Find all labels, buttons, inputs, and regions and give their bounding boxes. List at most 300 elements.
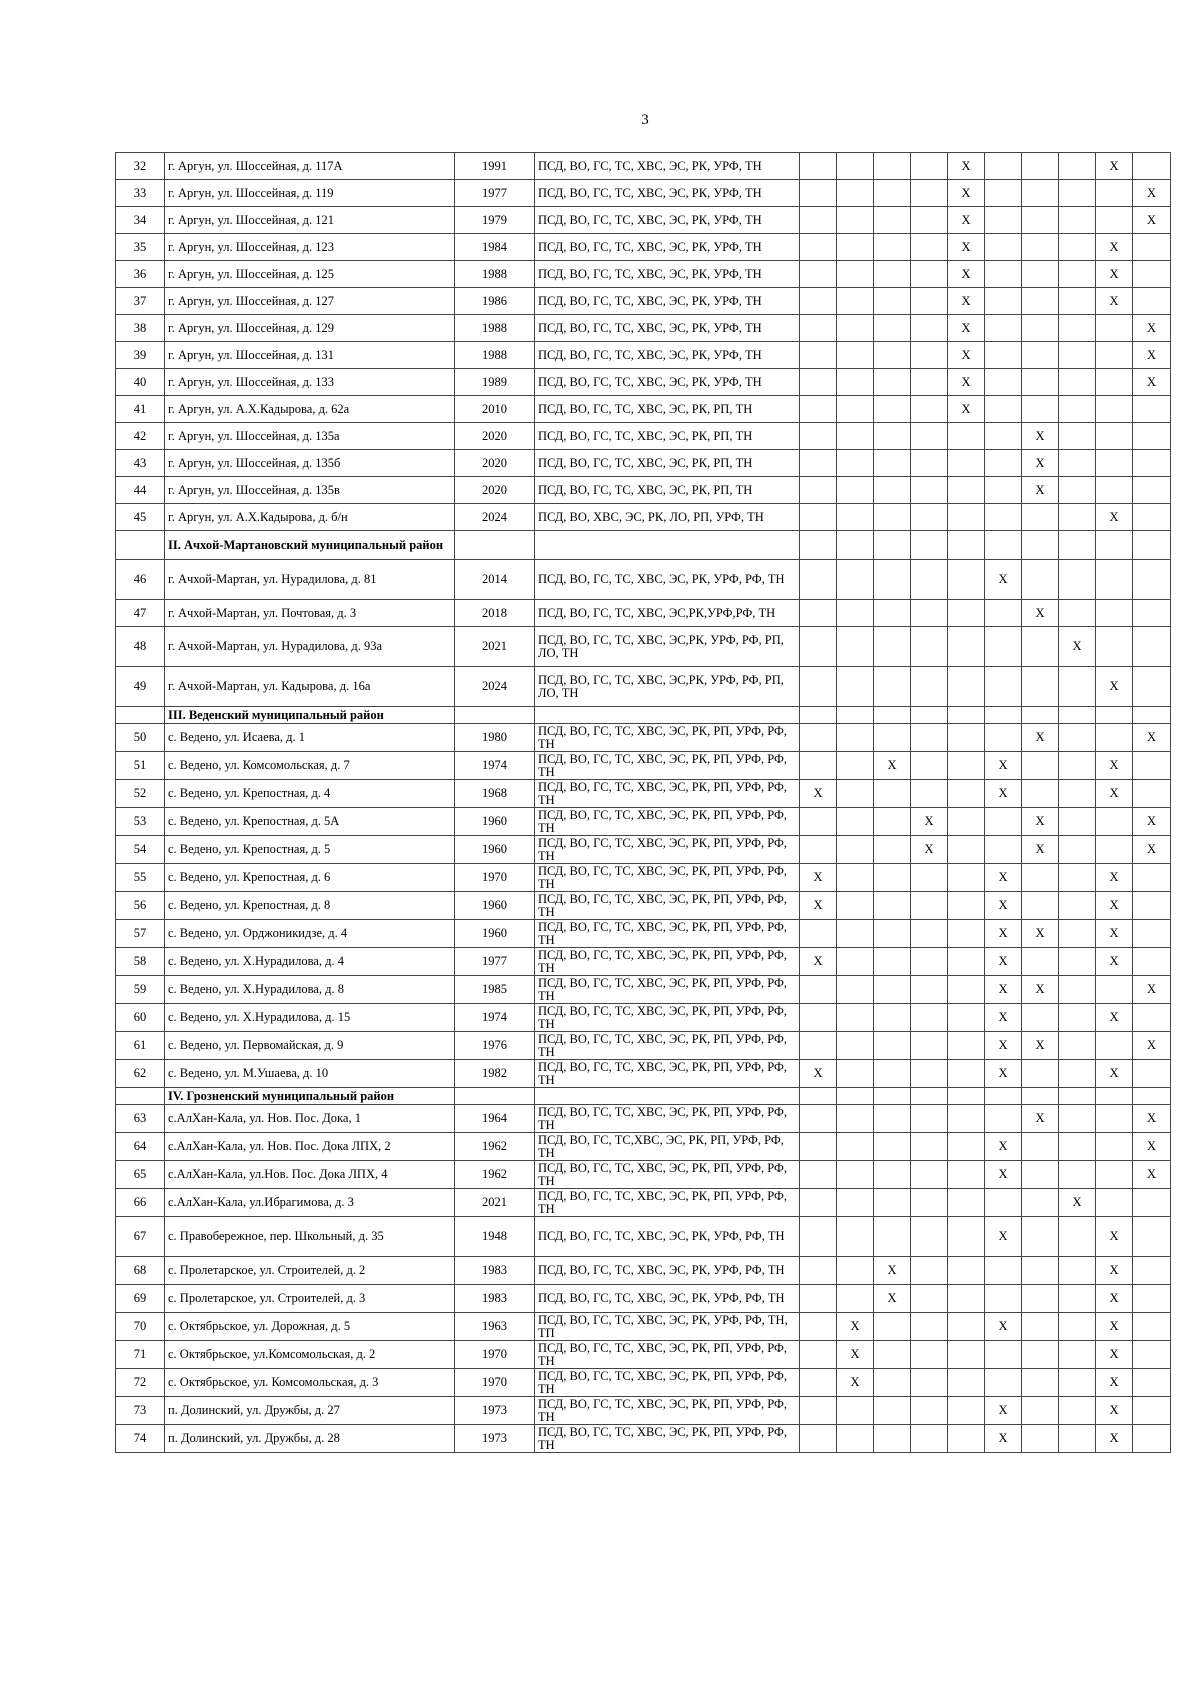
mark-cell: X <box>1059 627 1096 667</box>
mark-cell <box>1059 288 1096 315</box>
row-number: 63 <box>116 1105 165 1133</box>
mark-cell <box>1022 667 1059 707</box>
section-empty-cell <box>800 1088 837 1105</box>
section-empty-cell <box>1096 1088 1133 1105</box>
mark-cell <box>800 396 837 423</box>
housing-registry-table <box>115 152 1171 1453</box>
address-cell: п. Долинский, ул. Дружбы, д. 27 <box>165 1397 455 1425</box>
systems-cell: ПСД, ВО, ГС, ТС, ХВС, ЭС, РК, УРФ, РФ, ТН, ТП <box>535 1313 800 1341</box>
year-cell: 1968 <box>455 780 535 808</box>
section-empty-cell <box>1059 1088 1096 1105</box>
mark-cell <box>800 234 837 261</box>
mark-cell <box>985 1189 1022 1217</box>
systems-cell: ПСД, ВО, ГС, ТС, ХВС, ЭС, РК, РП, УРФ, РФ, ТН <box>535 1004 800 1032</box>
section-empty-cell <box>948 1088 985 1105</box>
mark-cell <box>911 976 948 1004</box>
mark-cell <box>837 560 874 600</box>
mark-cell <box>837 261 874 288</box>
row-number: 42 <box>116 423 165 450</box>
mark-cell <box>1096 342 1133 369</box>
year-cell: 1983 <box>455 1285 535 1313</box>
row-number: 38 <box>116 315 165 342</box>
mark-cell: X <box>985 976 1022 1004</box>
mark-cell <box>874 315 911 342</box>
mark-cell: X <box>985 892 1022 920</box>
systems-cell: ПСД, ВО, ГС, ТС, ХВС, ЭС, РК, УРФ, РФ, ТН <box>535 1285 800 1313</box>
address-cell: с. Ведено, ул. М.Ушаева, д. 10 <box>165 1060 455 1088</box>
mark-cell <box>800 1004 837 1032</box>
systems-cell: ПСД, ВО, ГС, ТС, ХВС, ЭС, РК, РП, УРФ, РФ, ТН <box>535 864 800 892</box>
mark-cell: X <box>1133 180 1171 207</box>
mark-cell: X <box>1096 892 1133 920</box>
year-cell: 2024 <box>455 504 535 531</box>
year-cell: 1960 <box>455 920 535 948</box>
section-empty-cell <box>874 707 911 724</box>
systems-cell: ПСД, ВО, ГС, ТС, ХВС, ЭС, РК, УРФ, ТН <box>535 261 800 288</box>
mark-cell: X <box>985 1313 1022 1341</box>
mark-cell <box>837 752 874 780</box>
table-row <box>116 808 1171 836</box>
mark-cell <box>874 1425 911 1453</box>
mark-cell <box>837 836 874 864</box>
mark-cell <box>948 1060 985 1088</box>
mark-cell <box>800 808 837 836</box>
mark-cell: X <box>1096 920 1133 948</box>
mark-cell: X <box>1022 808 1059 836</box>
mark-cell <box>1022 1285 1059 1313</box>
row-number: 35 <box>116 234 165 261</box>
table-row <box>116 836 1171 864</box>
year-cell: 1970 <box>455 1369 535 1397</box>
mark-cell <box>837 1257 874 1285</box>
mark-cell <box>874 180 911 207</box>
mark-cell <box>800 724 837 752</box>
mark-cell <box>837 207 874 234</box>
row-number: 36 <box>116 261 165 288</box>
mark-cell <box>874 1004 911 1032</box>
row-number: 55 <box>116 864 165 892</box>
year-cell: 2018 <box>455 600 535 627</box>
mark-cell <box>800 1369 837 1397</box>
mark-cell <box>911 288 948 315</box>
table-row <box>116 504 1171 531</box>
mark-cell <box>837 1004 874 1032</box>
mark-cell <box>948 892 985 920</box>
year-cell: 1963 <box>455 1313 535 1341</box>
mark-cell <box>1059 1285 1096 1313</box>
mark-cell <box>985 450 1022 477</box>
mark-cell <box>911 1060 948 1088</box>
year-cell: 1980 <box>455 724 535 752</box>
mark-cell <box>874 153 911 180</box>
section-number-cell <box>116 1088 165 1105</box>
mark-cell <box>1022 1341 1059 1369</box>
mark-cell <box>1059 261 1096 288</box>
mark-cell <box>837 1133 874 1161</box>
table-row <box>116 261 1171 288</box>
mark-cell <box>1059 948 1096 976</box>
mark-cell <box>911 920 948 948</box>
row-number: 54 <box>116 836 165 864</box>
section-empty-cell <box>535 531 800 560</box>
systems-cell: ПСД, ВО, ГС, ТС, ХВС, ЭС,РК,УРФ,РФ, ТН <box>535 600 800 627</box>
systems-cell: ПСД, ВО, ГС, ТС, ХВС, ЭС, РК, УРФ, ТН <box>535 153 800 180</box>
mark-cell <box>1133 1397 1171 1425</box>
mark-cell <box>1096 423 1133 450</box>
mark-cell <box>1096 315 1133 342</box>
mark-cell <box>837 864 874 892</box>
systems-cell: ПСД, ВО, ГС, ТС, ХВС, ЭС, РК, РП, ТН <box>535 477 800 504</box>
mark-cell <box>837 920 874 948</box>
mark-cell <box>911 450 948 477</box>
mark-cell: X <box>1022 1032 1059 1060</box>
section-title: III. Веденский муниципальный район <box>165 707 455 724</box>
systems-cell: ПСД, ВО, ГС, ТС, ХВС, ЭС, РК, РП, ТН <box>535 396 800 423</box>
year-cell: 1988 <box>455 261 535 288</box>
mark-cell <box>1096 477 1133 504</box>
mark-cell <box>1133 920 1171 948</box>
mark-cell <box>800 207 837 234</box>
mark-cell <box>1133 234 1171 261</box>
systems-cell: ПСД, ВО, ГС, ТС, ХВС, ЭС,РК, УРФ, РФ, РП, ЛО, ТН <box>535 667 800 707</box>
mark-cell: X <box>948 261 985 288</box>
systems-cell: ПСД, ВО, ГС, ТС, ХВС, ЭС, РК, УРФ, РФ, ТН <box>535 1257 800 1285</box>
mark-cell <box>985 396 1022 423</box>
mark-cell <box>1059 560 1096 600</box>
table-row <box>116 1341 1171 1369</box>
section-empty-cell <box>911 531 948 560</box>
mark-cell <box>874 627 911 667</box>
mark-cell <box>1059 1133 1096 1161</box>
mark-cell <box>800 342 837 369</box>
mark-cell <box>1022 369 1059 396</box>
table-row <box>116 1161 1171 1189</box>
mark-cell <box>1133 667 1171 707</box>
mark-cell <box>1059 920 1096 948</box>
mark-cell <box>1133 1341 1171 1369</box>
mark-cell <box>1096 1161 1133 1189</box>
mark-cell <box>800 369 837 396</box>
mark-cell <box>1059 724 1096 752</box>
mark-cell <box>837 1217 874 1257</box>
mark-cell <box>874 396 911 423</box>
section-empty-cell <box>1096 531 1133 560</box>
mark-cell <box>1059 1257 1096 1285</box>
mark-cell <box>948 477 985 504</box>
address-cell: г. Аргун, ул. Шоссейная, д. 135а <box>165 423 455 450</box>
mark-cell <box>800 450 837 477</box>
mark-cell <box>1022 288 1059 315</box>
systems-cell: ПСД, ВО, ГС, ТС, ХВС, ЭС, РК, РП, УРФ, РФ, ТН <box>535 1105 800 1133</box>
mark-cell <box>948 600 985 627</box>
mark-cell <box>800 1285 837 1313</box>
mark-cell <box>837 1189 874 1217</box>
mark-cell <box>1133 1369 1171 1397</box>
mark-cell <box>1133 627 1171 667</box>
mark-cell <box>837 667 874 707</box>
systems-cell: ПСД, ВО, ХВС, ЭС, РК, ЛО, РП, УРФ, ТН <box>535 504 800 531</box>
mark-cell <box>911 342 948 369</box>
mark-cell: X <box>948 180 985 207</box>
row-number: 34 <box>116 207 165 234</box>
table-row <box>116 1032 1171 1060</box>
table-row <box>116 560 1171 600</box>
row-number: 45 <box>116 504 165 531</box>
mark-cell <box>948 1217 985 1257</box>
mark-cell <box>985 724 1022 752</box>
mark-cell: X <box>800 780 837 808</box>
mark-cell <box>911 600 948 627</box>
mark-cell <box>1059 808 1096 836</box>
mark-cell <box>1096 1105 1133 1133</box>
mark-cell <box>837 288 874 315</box>
year-cell: 2020 <box>455 477 535 504</box>
mark-cell <box>911 627 948 667</box>
year-cell: 2020 <box>455 423 535 450</box>
mark-cell <box>874 477 911 504</box>
section-empty-cell <box>535 707 800 724</box>
address-cell: г. Аргун, ул. Шоссейная, д. 135в <box>165 477 455 504</box>
mark-cell <box>948 724 985 752</box>
mark-cell <box>948 1425 985 1453</box>
mark-cell <box>985 1341 1022 1369</box>
section-empty-cell <box>455 707 535 724</box>
systems-cell: ПСД, ВО, ГС, ТС, ХВС, ЭС, РК, РП, ТН <box>535 450 800 477</box>
section-empty-cell <box>455 1088 535 1105</box>
systems-cell: ПСД, ВО, ГС, ТС, ХВС, ЭС, РК, РП, УРФ, РФ, ТН <box>535 1397 800 1425</box>
mark-cell <box>1096 724 1133 752</box>
mark-cell: X <box>800 948 837 976</box>
mark-cell: X <box>1133 315 1171 342</box>
mark-cell <box>911 180 948 207</box>
mark-cell <box>911 864 948 892</box>
mark-cell <box>1133 261 1171 288</box>
mark-cell <box>985 288 1022 315</box>
mark-cell <box>874 1161 911 1189</box>
mark-cell <box>837 504 874 531</box>
mark-cell <box>874 261 911 288</box>
mark-cell: X <box>1133 976 1171 1004</box>
mark-cell <box>1059 1369 1096 1397</box>
mark-cell <box>1059 1397 1096 1425</box>
mark-cell <box>800 477 837 504</box>
mark-cell: X <box>1022 423 1059 450</box>
table-row <box>116 1060 1171 1088</box>
page-number: 3 <box>641 112 649 128</box>
mark-cell <box>837 396 874 423</box>
mark-cell <box>874 1369 911 1397</box>
mark-cell <box>948 1189 985 1217</box>
address-cell: г. Аргун, ул. Шоссейная, д. 119 <box>165 180 455 207</box>
mark-cell <box>837 153 874 180</box>
year-cell: 1970 <box>455 1341 535 1369</box>
section-empty-cell <box>1133 707 1171 724</box>
mark-cell <box>800 627 837 667</box>
mark-cell <box>948 667 985 707</box>
systems-cell: ПСД, ВО, ГС, ТС, ХВС, ЭС, РК, РП, УРФ, РФ, ТН <box>535 892 800 920</box>
address-cell: с. Правобережное, пер. Школьный, д. 35 <box>165 1217 455 1257</box>
table-row <box>116 892 1171 920</box>
mark-cell <box>985 234 1022 261</box>
mark-cell <box>837 892 874 920</box>
mark-cell <box>1133 504 1171 531</box>
mark-cell <box>948 808 985 836</box>
mark-cell <box>837 724 874 752</box>
mark-cell: X <box>948 342 985 369</box>
mark-cell: X <box>1022 1105 1059 1133</box>
address-cell: с. Ведено, ул. Крепостная, д. 5 <box>165 836 455 864</box>
row-number: 41 <box>116 396 165 423</box>
mark-cell <box>874 667 911 707</box>
mark-cell: X <box>985 1032 1022 1060</box>
row-number: 32 <box>116 153 165 180</box>
mark-cell <box>911 504 948 531</box>
row-number: 72 <box>116 1369 165 1397</box>
address-cell: г. Ачхой-Мартан, ул. Почтовая, д. 3 <box>165 600 455 627</box>
systems-cell: ПСД, ВО, ГС, ТС, ХВС, ЭС, РК, РП, УРФ, РФ, ТН <box>535 920 800 948</box>
systems-cell: ПСД, ВО, ГС, ТС, ХВС, ЭС, РК, РП, УРФ, РФ, ТН <box>535 1032 800 1060</box>
mark-cell <box>1059 396 1096 423</box>
mark-cell <box>1133 1217 1171 1257</box>
systems-cell: ПСД, ВО, ГС, ТС, ХВС, ЭС,РК, УРФ, РФ, РП, ЛО, ТН <box>535 627 800 667</box>
address-cell: с. Октябрьское, ул. Комсомольская, д. 3 <box>165 1369 455 1397</box>
year-cell: 1964 <box>455 1105 535 1133</box>
table-row <box>116 1397 1171 1425</box>
mark-cell <box>1059 1313 1096 1341</box>
mark-cell: X <box>948 288 985 315</box>
mark-cell <box>837 808 874 836</box>
mark-cell <box>1133 1257 1171 1285</box>
section-empty-cell <box>985 707 1022 724</box>
mark-cell: X <box>1022 724 1059 752</box>
table-row <box>116 1313 1171 1341</box>
row-number: 65 <box>116 1161 165 1189</box>
mark-cell: X <box>948 153 985 180</box>
row-number: 59 <box>116 976 165 1004</box>
mark-cell: X <box>1133 1133 1171 1161</box>
mark-cell <box>874 724 911 752</box>
mark-cell: X <box>985 1161 1022 1189</box>
year-cell: 1985 <box>455 976 535 1004</box>
mark-cell <box>911 234 948 261</box>
mark-cell <box>985 342 1022 369</box>
mark-cell <box>837 1105 874 1133</box>
mark-cell <box>948 504 985 531</box>
mark-cell <box>911 1217 948 1257</box>
table-row <box>116 1369 1171 1397</box>
mark-cell <box>1059 207 1096 234</box>
mark-cell: X <box>800 1060 837 1088</box>
mark-cell: X <box>985 560 1022 600</box>
address-cell: с. Ведено, ул. Х.Нурадилова, д. 4 <box>165 948 455 976</box>
table-row <box>116 1189 1171 1217</box>
systems-cell: ПСД, ВО, ГС, ТС, ХВС, ЭС, РК, РП, УРФ, РФ, ТН <box>535 1425 800 1453</box>
mark-cell <box>1133 477 1171 504</box>
mark-cell <box>911 1161 948 1189</box>
mark-cell <box>874 450 911 477</box>
mark-cell <box>1059 504 1096 531</box>
mark-cell <box>1096 600 1133 627</box>
year-cell: 1986 <box>455 288 535 315</box>
mark-cell <box>874 234 911 261</box>
mark-cell <box>948 1133 985 1161</box>
mark-cell: X <box>1022 836 1059 864</box>
table-row <box>116 1105 1171 1133</box>
mark-cell <box>1059 836 1096 864</box>
table-row <box>116 180 1171 207</box>
mark-cell <box>1059 315 1096 342</box>
mark-cell <box>911 1004 948 1032</box>
mark-cell: X <box>1133 836 1171 864</box>
mark-cell <box>1059 423 1096 450</box>
section-empty-cell <box>911 707 948 724</box>
mark-cell: X <box>948 234 985 261</box>
mark-cell <box>800 1397 837 1425</box>
mark-cell <box>874 207 911 234</box>
mark-cell <box>874 1105 911 1133</box>
mark-cell <box>800 1032 837 1060</box>
mark-cell <box>837 369 874 396</box>
mark-cell <box>911 261 948 288</box>
mark-cell <box>800 1313 837 1341</box>
mark-cell <box>985 207 1022 234</box>
table-row <box>116 396 1171 423</box>
row-number: 74 <box>116 1425 165 1453</box>
mark-cell <box>1059 369 1096 396</box>
systems-cell: ПСД, ВО, ГС, ТС, ХВС, ЭС, РК, УРФ, ТН <box>535 342 800 369</box>
mark-cell <box>874 1189 911 1217</box>
mark-cell <box>837 1060 874 1088</box>
mark-cell: X <box>1096 1369 1133 1397</box>
mark-cell <box>874 288 911 315</box>
mark-cell: X <box>1022 920 1059 948</box>
systems-cell: ПСД, ВО, ГС, ТС, ХВС, ЭС, РК, УРФ, ТН <box>535 180 800 207</box>
year-cell: 2021 <box>455 627 535 667</box>
mark-cell: X <box>948 207 985 234</box>
systems-cell: ПСД, ВО, ГС, ТС, ХВС, ЭС, РК, РП, УРФ, РФ, ТН <box>535 1189 800 1217</box>
mark-cell <box>948 976 985 1004</box>
row-number: 64 <box>116 1133 165 1161</box>
mark-cell <box>948 1313 985 1341</box>
section-empty-cell <box>455 531 535 560</box>
mark-cell <box>1022 1257 1059 1285</box>
year-cell: 2014 <box>455 560 535 600</box>
mark-cell <box>1133 1060 1171 1088</box>
mark-cell <box>948 752 985 780</box>
mark-cell: X <box>800 864 837 892</box>
mark-cell <box>1022 948 1059 976</box>
year-cell: 1983 <box>455 1257 535 1285</box>
row-number: 62 <box>116 1060 165 1088</box>
mark-cell <box>1096 627 1133 667</box>
mark-cell <box>800 1425 837 1453</box>
systems-cell: ПСД, ВО, ГС, ТС, ХВС, ЭС, РК, РП, УРФ, РФ, ТН <box>535 1341 800 1369</box>
mark-cell <box>800 153 837 180</box>
row-number: 39 <box>116 342 165 369</box>
address-cell: г. Ачхой-Мартан, ул. Нурадилова, д. 93а <box>165 627 455 667</box>
address-cell: с.АлХан-Кала, ул. Нов. Пос. Дока, 1 <box>165 1105 455 1133</box>
mark-cell <box>837 1425 874 1453</box>
table-row <box>116 477 1171 504</box>
systems-cell: ПСД, ВО, ГС, ТС, ХВС, ЭС, РК, РП, УРФ, РФ, ТН <box>535 836 800 864</box>
mark-cell <box>911 369 948 396</box>
mark-cell <box>1022 1313 1059 1341</box>
mark-cell <box>1022 153 1059 180</box>
mark-cell <box>911 948 948 976</box>
year-cell: 2010 <box>455 396 535 423</box>
mark-cell: X <box>1096 752 1133 780</box>
mark-cell <box>837 1285 874 1313</box>
